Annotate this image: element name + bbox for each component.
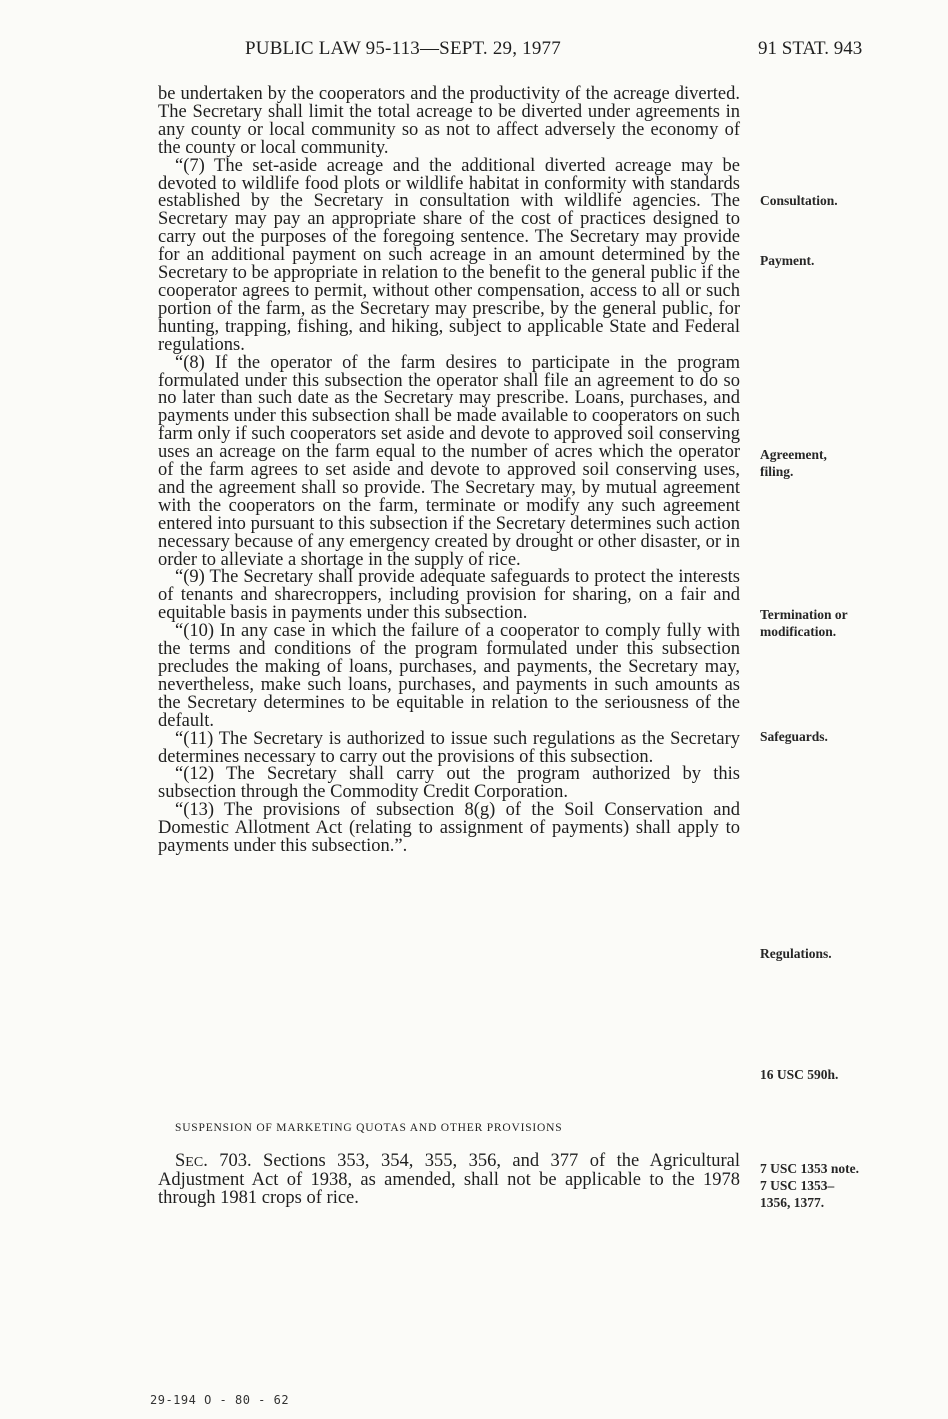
margin-note-regulations: Regulations. (760, 946, 832, 961)
section-703-text: . 703. Sections 353, 354, 355, 356, and 377 of the Agricultural Adjustment Act of 1938, as amended, shall not be applicable to the 1978 through 1981 crops of rice. (158, 1151, 740, 1208)
paragraph-10: “(10) In any case in which the failure of a cooperator to comply fully with the terms and conditions of the program formulated under this subsection precludes the making of loans, purchases, and payments, the Secretary may, nevertheless, make such loans, purchases, and payments in such amounts as the Secretary determines to be equitable in relation to the seriousness of the default. (158, 621, 740, 731)
margin-note-1356-1377: 1356, 1377. (760, 1195, 825, 1210)
paragraph-7: “(7) The set-aside acreage and the additional diverted acreage may be devoted to wildlife food plots or wildlife habitat in conformity with standards established by the Secretary in consultation with wildlife agencies. The Secretary may pay an appropriate share of the cost of practices designed to carry out the purposes of the foregoing sentence. The Secretary may provide for an additional payment on such acreage in an amount determined by the Secretary to be appropriate in relation to the benefit to the general public if the cooperator agrees to permit, without other compensation, access to all or such portion of the farm, as the Secretary may prescribe, by the general public, for hunting, trapping, fishing, and hiking, subject to applicable State and Federal regulations. (158, 155, 740, 355)
margin-note-modification: modification. (760, 624, 837, 639)
margin-note-payment: Payment. (760, 253, 815, 268)
section-label-initial: S (175, 1151, 186, 1171)
print-job-footer: 29-194 O - 80 - 62 (150, 1393, 290, 1407)
margin-note-agreement: Agreement, (760, 447, 827, 462)
paragraph-9: “(9) The Secretary shall provide adequate safeguards to protect the interests of tenants and sharecroppers, including provision for sharing, on a fair and equitable basis in payments under this subsection. (158, 567, 740, 624)
paragraph-8: “(8) If the operator of the farm desires to participate in the program formulated under this subsection the operator shall file an agreement to do so no later than such date as the Secretary may prescribe. Loans, purchases, and payments under this subsection shall be made available to cooperators on such farm only if such cooperators set aside and devote to approved soil conserving uses an acreage on the farm equal to the number of acres which the operator of the farm agrees to set aside and devote to approved soil conserving uses, and the agreement shall so provide. The Secretary may, by mutual agreement with the cooperators on the farm, terminate or modify any such agreement entered into pursuant to this subsection if the Secretary determines such action necessary because of any emergency created by drought or other disaster, or in order to alleviate a shortage in the supply of rice. (158, 352, 740, 570)
section-703 (158, 1153, 740, 1208)
margin-note-7usc1353: 7 USC 1353– (760, 1178, 835, 1193)
section-label-rest: EC (185, 1155, 204, 1170)
paragraph-13: “(13) The provisions of subsection 8(g) of the Soil Conservation and Domestic Allotment Act (relating to assignment of payments) shall apply to payments under this subsection.”. (158, 800, 740, 857)
margin-note-16usc590h: 16 USC 590h. (760, 1067, 839, 1082)
paragraph-11: “(11) The Secretary is authorized to issue such regulations as the Secretary determines necessary to carry out the provisions of this subsection. (158, 728, 740, 767)
margin-note-filing: filing. (760, 464, 794, 479)
margin-note-termination: Termination or (760, 607, 848, 622)
paragraph-continuation: be undertaken by the cooperators and the productivity of the acreage diverted. The Secretary shall limit the total acreage to be diverted under agreements in any county or local community so as not to affect adversely the economy of the county or local community. (158, 84, 740, 158)
page-header-stat: 91 STAT. 943 (758, 38, 863, 59)
margin-note-safeguards: Safeguards. (760, 729, 828, 744)
paragraph-12: “(12) The Secretary shall carry out the program authorized by this subsection through the Commodity Credit Corporation. (158, 764, 740, 803)
section-heading: SUSPENSION OF MARKETING QUOTAS AND OTHER PROVISIONS (175, 1122, 563, 1134)
page-header-title: PUBLIC LAW 95-113—SEPT. 29, 1977 (245, 38, 561, 59)
statute-body (158, 86, 740, 856)
margin-note-consultation: Consultation. (760, 193, 838, 208)
margin-note-7usc1353-note: 7 USC 1353 note. (760, 1161, 860, 1176)
